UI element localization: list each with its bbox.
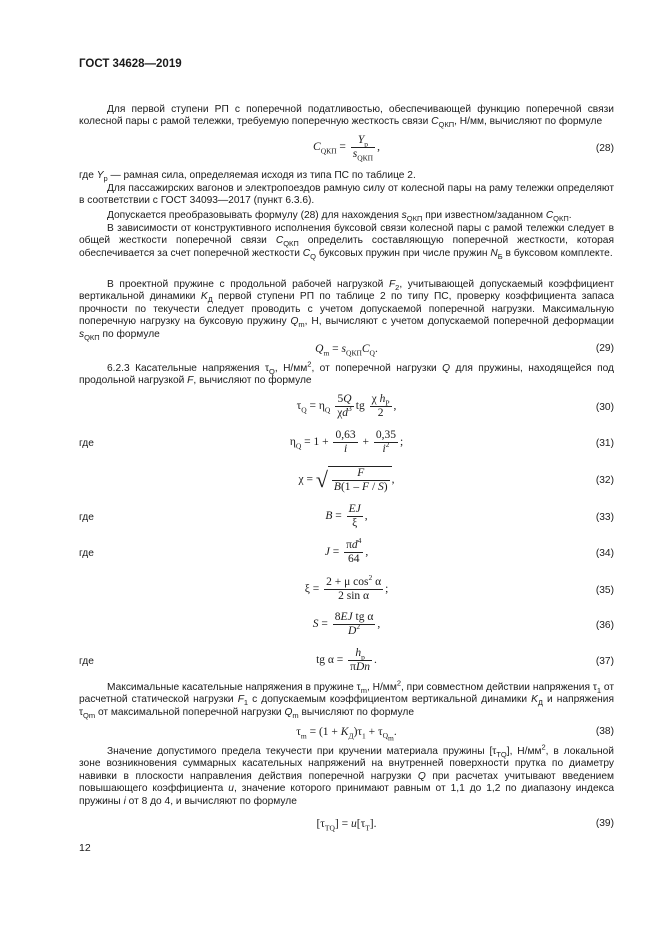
paragraph-2: где $Y_р$ — рамная сила, определяемая исходя из типа ПС по таблице 2. <box>79 170 416 184</box>
where-label: где <box>79 656 94 667</box>
paragraph-5: В зависимости от конструктивного исполнения буксовой связи колесной пары с рамой тележки следует в общей жесткости поперечной связи $C_{QКП}$ определить составляющую поперечной жесткости, которая обеспечивается за счет поперечной жесткости $C_Q$ буксовых пружин при числе пружин $N_Б$ в буксовом комплекте. <box>79 223 614 261</box>
formula-number-39: (39) <box>595 818 614 829</box>
formula-35: ξ = $\frac{2 + \mu \cos^2 \alpha}{\text{2 sin α}}$ ; (35) <box>304 573 614 602</box>
page-header: ГОСТ 34628—2019 <box>79 58 182 70</box>
formula-number-33: (33) <box>595 512 614 523</box>
formula-number-35: (35) <box>595 585 614 596</box>
formula-number-32: (32) <box>595 475 614 486</box>
formula-number-29: (29) <box>595 343 614 354</box>
paragraph-6: В проектной пружине с продольной рабочей нагрузкой $F_2$, учитывающей допускаемый коэффициент вертикальной динамики $K_Д$ первой ступени РП по таблице 2 по типу ПС, проверку коэффициента запаса прочности по текучести следует проводить с учетом допускаемой поперечной нагрузки. Максимальную поперечную нагрузку на буксовую пружину $Q_m$, Н, вычисляют с учетом допускаемой поперечной деформации $s_{QКП}$ по формуле <box>79 279 614 342</box>
formula-33: где B = $\frac{EJ}{\xi}$ , (33) <box>79 503 614 529</box>
formula-number-37: (37) <box>595 656 614 667</box>
where-label: где <box>79 548 94 559</box>
paragraph-1: Для первой ступени РП с поперечной податливостью, обеспечивающей функцию поперечной связи колесной пары с рамой тележки, требуемую поперечную жесткость связи $C_{QКП}$, Н/мм, вычисляют по формуле <box>79 104 614 130</box>
formula-number-31: (31) <box>595 438 614 449</box>
paragraph-3: Для пассажирских вагонов и электропоездов рамную силу от колесной пары на раму тележки определяют в соответствии с ГОСТ 34093—2017 (пункт 6.3.6). <box>79 183 614 207</box>
page-number: 12 <box>79 842 91 854</box>
paragraph-9: Значение допустимого предела текучести при кручении материала пружины $[\tau_{ТQ}]$, $Н/мм^2$, в локальной зоне возникновения суммарных касательных напряжений на внутренней поверхности прутка по диаметру навивки в плоскости направления действия поперечной нагрузки Q при расчетах учитывают введением повышающего коэффициента u, значение которого принимают равным от 1,1 до 1,2 по диапазону индекса пружины i от 8 до 4, и вычисляют по формуле <box>79 742 615 807</box>
formula-38: $\tau_m = (1 + K_Д)\tau_1 + \tau_{Q_m}$. (38) <box>296 726 614 743</box>
formula-31: где $\eta_Q = 1$ + $\frac{0,63}{i}$ + $\frac{0,35}{i^2}$ ; (31) <box>79 429 614 455</box>
paragraph-8: Максимальные касательные напряжения в пружине $\tau_m$, $Н/мм^2$, при совместном действии напряжения $\tau_1$ от расчетной статической нагрузки $F_1$ с допускаемым коэффициентом вертикальной динамики $K_Д$ и напряжения $\tau_{Qm}$ от максимальной поперечной нагрузки $Q_m$ вычисляют по формуле <box>79 678 614 720</box>
formula-28: $C_{QКП}$ = $\frac{Y_р}{s_{QКП}}$ , (28) <box>313 134 614 163</box>
paragraph-7: 6.2.3 Касательные напряжения $\tau_Q$, $Н/мм^2$, от поперечной нагрузки Q для пружины, находящейся под продольной нагрузкой F, вычисляют по формуле <box>79 359 614 387</box>
formula-number-36: (36) <box>595 620 614 631</box>
formula-36: S = $\frac{\text{8EJ tg α}}{D^2}$ , (36) <box>312 611 614 637</box>
paragraph-4: Допускается преобразовывать формулу (28) для нахождения $s_{QКП}$ при известном/заданном $C_{QКП}$. <box>107 210 572 224</box>
formula-39: $[\tau_{ТQ}] = u[\tau_Т]$. (39) <box>316 818 614 833</box>
formula-number-30: (30) <box>595 402 614 413</box>
formula-number-38: (38) <box>595 726 614 737</box>
formula-30: $\tau_Q = \eta_Q$ $\frac{5Q}{\chi d^3}$ tg $\frac{\chi h_P}{2}$ , (30) <box>296 393 614 419</box>
formula-number-34: (34) <box>595 548 614 559</box>
formula-32: χ = √ $\frac{F}{B(1 - F / S)}$ , (32) <box>298 467 614 493</box>
where-label: где <box>79 512 94 523</box>
where-label: где <box>79 438 94 449</box>
formula-37: где tg α = $\frac{h_р}{\text{πDn}}$ . (37) <box>79 647 614 673</box>
formula-29: $Q_m = s_{QКП}C_Q$. (29) <box>315 343 614 358</box>
formula-34: где J = $\frac{\pi d^4}{64}$ , (34) <box>79 536 614 565</box>
formula-number-28: (28) <box>595 143 614 154</box>
